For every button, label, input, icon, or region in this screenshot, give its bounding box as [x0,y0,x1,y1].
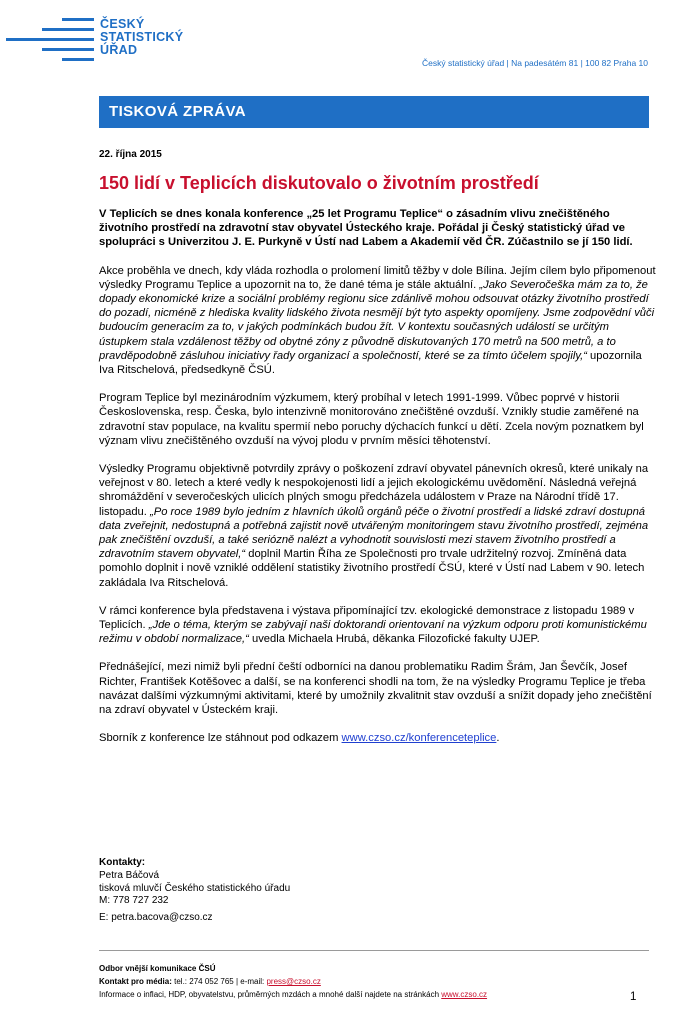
p4-quote: „Jde o téma, kterým se zabývají naši doktorandi orientovaní na výzkum odporu proti komunistickému režimu v období normalizace,“ [99,619,647,646]
logo-line-3: ÚŘAD [100,43,138,57]
contact-name: Petra Báčová [99,869,160,881]
contact-role: tisková mluvčí Českého statistického úřadu [99,882,291,894]
footer-media-text: tel.: 274 052 765 | e-mail: [171,977,267,986]
footer-info-text: Informace o inflaci, HDP, obyvatelstvu, průměrných mzdách a mnohé další najdete na stránkách [99,990,442,999]
contacts-block [99,857,290,925]
paragraph-3 [99,462,659,590]
p1-quote: „Jako Severočeška mám za to, že dopady ekonomické krize a sociální problémy regionu sice zdánlivě mohou odsouvat otázky životního prostředí do pozadí, nicméně z hlediska kvality lidského života nesmějí být tyto aspekty opomíjeny. Jsme zodpovědní vůči budoucím generacím za to, v jakých podmínkách budou žít. V kontextu současných událostí se určitým ústupkem stala vzdálenost těžby od obytné zóny z původně diskutovaných 170 metrů na 500 metrů, a to pravděpodobně zásluhou iniciativy řady organizací a společností, které se za tímto účelem spojily,“ [99,278,655,362]
logo-line-2: STATISTICKÝ [100,30,184,44]
paragraph-5: Přednášející, mezi nimiž byli přední čeští odborníci na danou problematiku Radim Šrám, Jan Ševčík, Josef Richter, František Kotěšovec a další, se na konferenci shodli na tom, že na výsledky Programu Teplice je třeba navázat dalšími výzkumnými aktivitami, které by umožnily zkvalitnit stav ovzduší a snížit dopady jeho znečištění na zdraví obyvatel v Ústeckém kraji. [99,661,652,717]
footer-website-link[interactable]: www.czso.cz [441,990,488,999]
logo-text [100,18,183,57]
headline: 150 lidí v Teplicích diskutovalo o životním prostředí [99,173,539,193]
logo-line-1: ČESKÝ [100,17,145,31]
p6-text: Sborník z konference lze stáhnout pod odkazem [99,732,342,745]
conference-link[interactable]: www.czso.cz/konferenceteplice [341,732,497,745]
contact-email: E: petra.bacova@czso.cz [99,912,213,924]
page-footer [99,962,619,1001]
press-release-banner [99,96,649,128]
article-body [99,207,659,760]
footer-divider [99,950,649,951]
release-date: 22. října 2015 [99,149,162,160]
paragraph-1 [99,264,659,378]
contact-phone: M: 778 727 232 [99,895,169,907]
paragraph-4 [99,604,659,647]
footer-department: Odbor vnější komunikace ČSÚ [99,964,216,973]
header-address: Český statistický úřad | Na padesátém 81 | 100 82 Praha 10 [421,58,648,68]
banner-title: TISKOVÁ ZPRÁVA [109,103,246,120]
csu-logo [6,17,184,66]
paragraph-6 [99,731,659,745]
p3-attribution: doplnil Martin Říha ze Společnosti pro trvale udržitelný rozvoj. Zmíněná data pomohlo doplnit i nově vzniklé oddělení statistiky životního prostředí ČSÚ, které v Ústí nad Labem v 90. letech zakládala Iva Ritschelová. [99,548,645,589]
footer-press-email-link[interactable]: press@czso.cz [266,977,321,986]
page-number: 1 [630,991,637,1003]
contacts-heading: Kontakty: [99,857,146,868]
p1-text: Akce proběhla ve dnech, kdy vláda rozhodla o prolomení limitů těžby v dole Bílina. Jejím cílem bylo připomenout výsledky Programu Teplice a upozornit na to, že dané téma je stále aktuální. [99,264,656,291]
footer-media-label: Kontakt pro média: [99,977,172,986]
footer-media-line [99,975,619,988]
p4-text: V rámci konference byla představena i výstava připomínající tzv. ekologické demonstrace z listopadu 1989 v Teplicích. [99,604,635,632]
lead-paragraph: V Teplicích se dnes konala konference „25 let Programu Teplice“ o zásadním vlivu znečištěného životního prostředí na zdravotní stav obyvatel Ústeckého kraje. Pořádal ji Český statistický úřad ve spolupráci s Univerzitou J. E. Purkyně v Ústí nad Labem a Akademií věd ČR. Zúčastnilo se jí 150 lidí. [99,208,633,249]
p6-end: . [496,732,500,745]
p1-attribution: upozornila Iva Ritschelová, předsedkyně ČSÚ. [99,349,642,377]
p4-attribution: uvedla Michaela Hrubá, děkanka Filozofické fakulty UJEP. [248,633,540,646]
footer-info-line [99,988,619,1001]
p3-quote: „Po roce 1989 bylo jedním z hlavních úkolů orgánů péče o životní prostředí a lidské zdraví dostupná data zveřejnit, nedostupná a potřebná zajistit nově utvářeným monitoringem stavu životního prostředí, zejména pak znečištění ovzduší, a také seriózně nalézt a vyhodnotit souvislosti mezi stavem životního prostředí a zdravotním stavem obyvatel,“ [99,505,649,561]
paragraph-2: Program Teplice byl mezinárodním výzkumem, který probíhal v letech 1991-1999. Vůbec poprvé v historii Československa, resp. Česka, bylo intenzivně monitorováno znečištěné ovzduší. Vznikly studie zaměřené na zdravotní stav populace, na kvalitu spermií nebo poruchy dýchacích funkcí u dětí. Zcela novým poznatkem byl význam vlivu znečištěného ovzduší na vývoj plodu v prvním měsíci těhotenství. [99,392,644,447]
p3-text: Výsledky Programu objektivně potvrdily zprávy o poškození zdraví obyvatel pánevních okresů, které unikaly na veřejnost v 80. letech a které vedly k nespokojenosti lidí a jejich ekologickému uvědomění. Následná veřejná shromáždění v severočeských ulicích plných smogu předcházela událostem v Praze na Národní třídě 17. listopadu. [99,463,649,518]
